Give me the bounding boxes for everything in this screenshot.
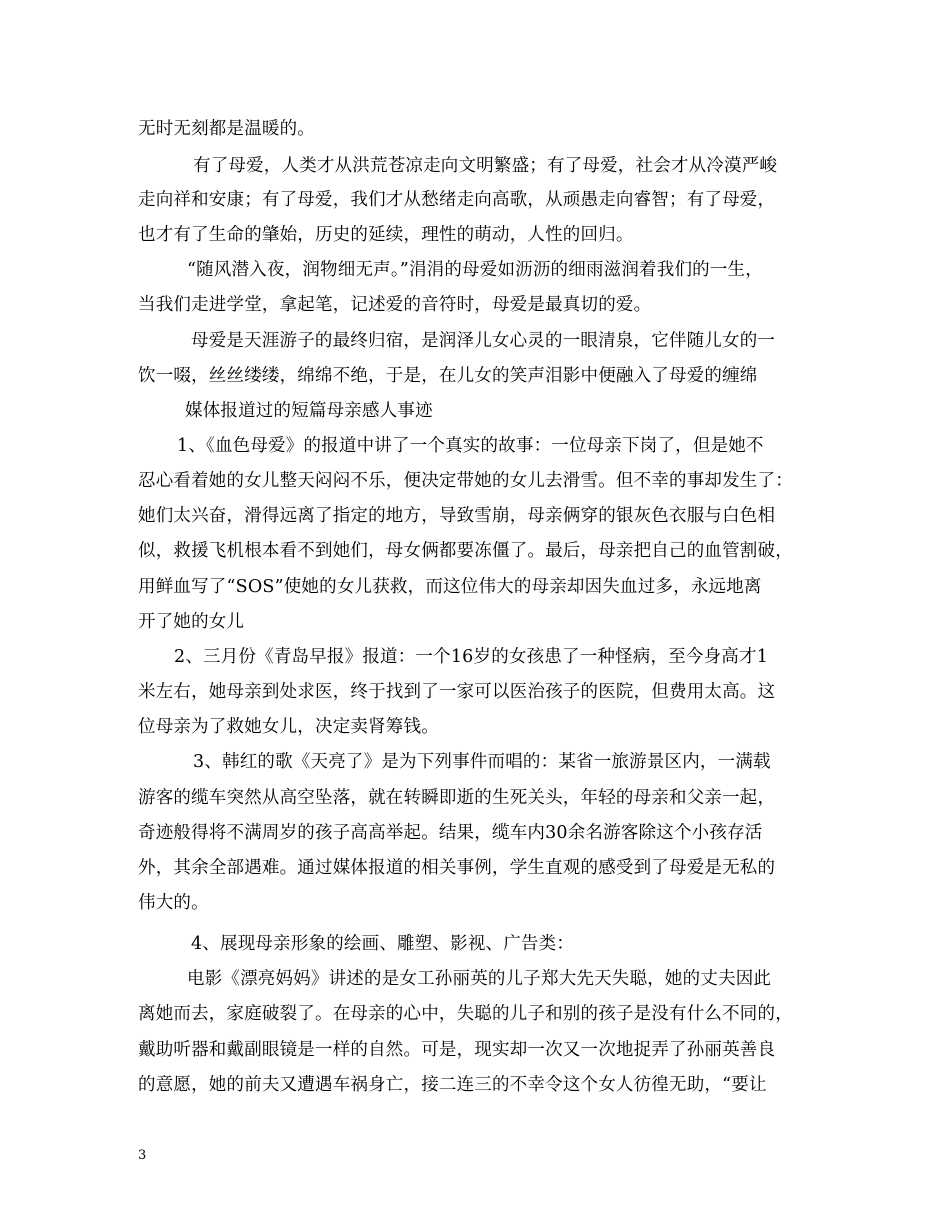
page-number: 3 bbox=[138, 1148, 147, 1163]
text-line: 伟大的。 bbox=[138, 893, 209, 913]
text-line: “随风潜入夜，润物细无声。”涓涓的母爱如沥沥的细雨滋润着我们的一生， bbox=[187, 260, 763, 280]
text-line: 当我们走进学堂，拿起笔，记述爱的音符时，母爱是最真切的爱。 bbox=[138, 295, 652, 315]
text-line: 游客的缆车突然从高空坠落，就在转瞬即逝的生死关头，年轻的母亲和父亲一起， bbox=[138, 788, 776, 808]
text-line: 有了母爱，人类才从洪荒苍凉走向文明繁盛；有了母爱，社会才从冷漠严峻 bbox=[193, 156, 778, 176]
text-line: 1、《血色母爱》的报道中讲了一个真实的故事：一位母亲下岗了，但是她不 bbox=[177, 436, 764, 456]
text-line: 开了她的女儿 bbox=[138, 612, 245, 632]
text-line: 4、展现母亲形象的绘画、雕塑、影视、广告类： bbox=[191, 934, 575, 954]
text-line: 无时无刻都是温暖的。 bbox=[138, 119, 315, 139]
text-line: 母爱是天涯游子的最终归宿，是润泽儿女心灵的一眼清泉，它伴随儿女的一 bbox=[191, 331, 776, 351]
text-line: 似，救援飞机根本看不到她们，母女俩都要冻僵了。最后，母亲把自己的血管割破， bbox=[138, 541, 793, 561]
text-line: 的意愿，她的前夫又遭遇车祸身亡，接二连三的不幸令这个女人彷徨无助，“要让 bbox=[138, 1075, 767, 1095]
text-line: 3、韩红的歌《天亮了》是为下列事件而唱的：某省一旅游景区内，一满载 bbox=[193, 752, 771, 772]
text-line: 用鲜血写了“SOS”使她的女儿获救，而这位伟大的母亲却因失血过多，永远地离 bbox=[138, 577, 762, 597]
text-line: 奇迹般得将不满周岁的孩子高高举起。结果，缆车内30余名游客除这个小孩存活 bbox=[138, 823, 763, 843]
text-line: 外，其余全部遇难。通过媒体报道的相关事例，学生直观的感受到了母爱是无私的 bbox=[138, 858, 776, 878]
section-heading: 媒体报道过的短篇母亲感人事迹 bbox=[185, 401, 433, 421]
text-line: 也才有了生命的肇始，历史的延续，理性的萌动，人性的回归。 bbox=[138, 225, 634, 245]
text-line: 电影《漂亮妈妈》讲述的是女工孙丽英的儿子郑大先天失聪，她的丈夫因此 bbox=[187, 969, 772, 989]
text-line: 戴助听器和戴副眼镜是一样的自然。可是，现实却一次又一次地捉弄了孙丽英善良 bbox=[138, 1040, 776, 1060]
text-line: 饮一啜，丝丝缕缕，绵绵不绝，于是，在儿女的笑声泪影中便融入了母爱的缠绵 bbox=[138, 366, 758, 386]
text-line: 2、三月份《青岛早报》报道：一个16岁的女孩患了一种怪病，至今身高才1 bbox=[174, 647, 769, 667]
text-line: 忍心看着她的女儿整天闷闷不乐，便决定带她的女儿去滑雪。但不幸的事却发生了： bbox=[138, 471, 793, 491]
text-line: 位母亲为了救她女儿，决定卖肾筹钱。 bbox=[138, 717, 439, 737]
text-line: 她们太兴奋，滑得远离了指定的地方，导致雪崩，母亲俩穿的银灰色衣服与白色相 bbox=[138, 506, 776, 526]
text-line: 走向祥和安康；有了母爱，我们才从愁绪走向高歌，从顽愚走向睿智；有了母爱， bbox=[138, 190, 776, 210]
text-line: 米左右，她母亲到处求医，终于找到了一家可以医治孩子的医院，但费用太高。这 bbox=[138, 682, 776, 702]
text-line: 离她而去，家庭破裂了。在母亲的心中，失聪的儿子和别的孩子是没有什么不同的， bbox=[138, 1004, 793, 1024]
